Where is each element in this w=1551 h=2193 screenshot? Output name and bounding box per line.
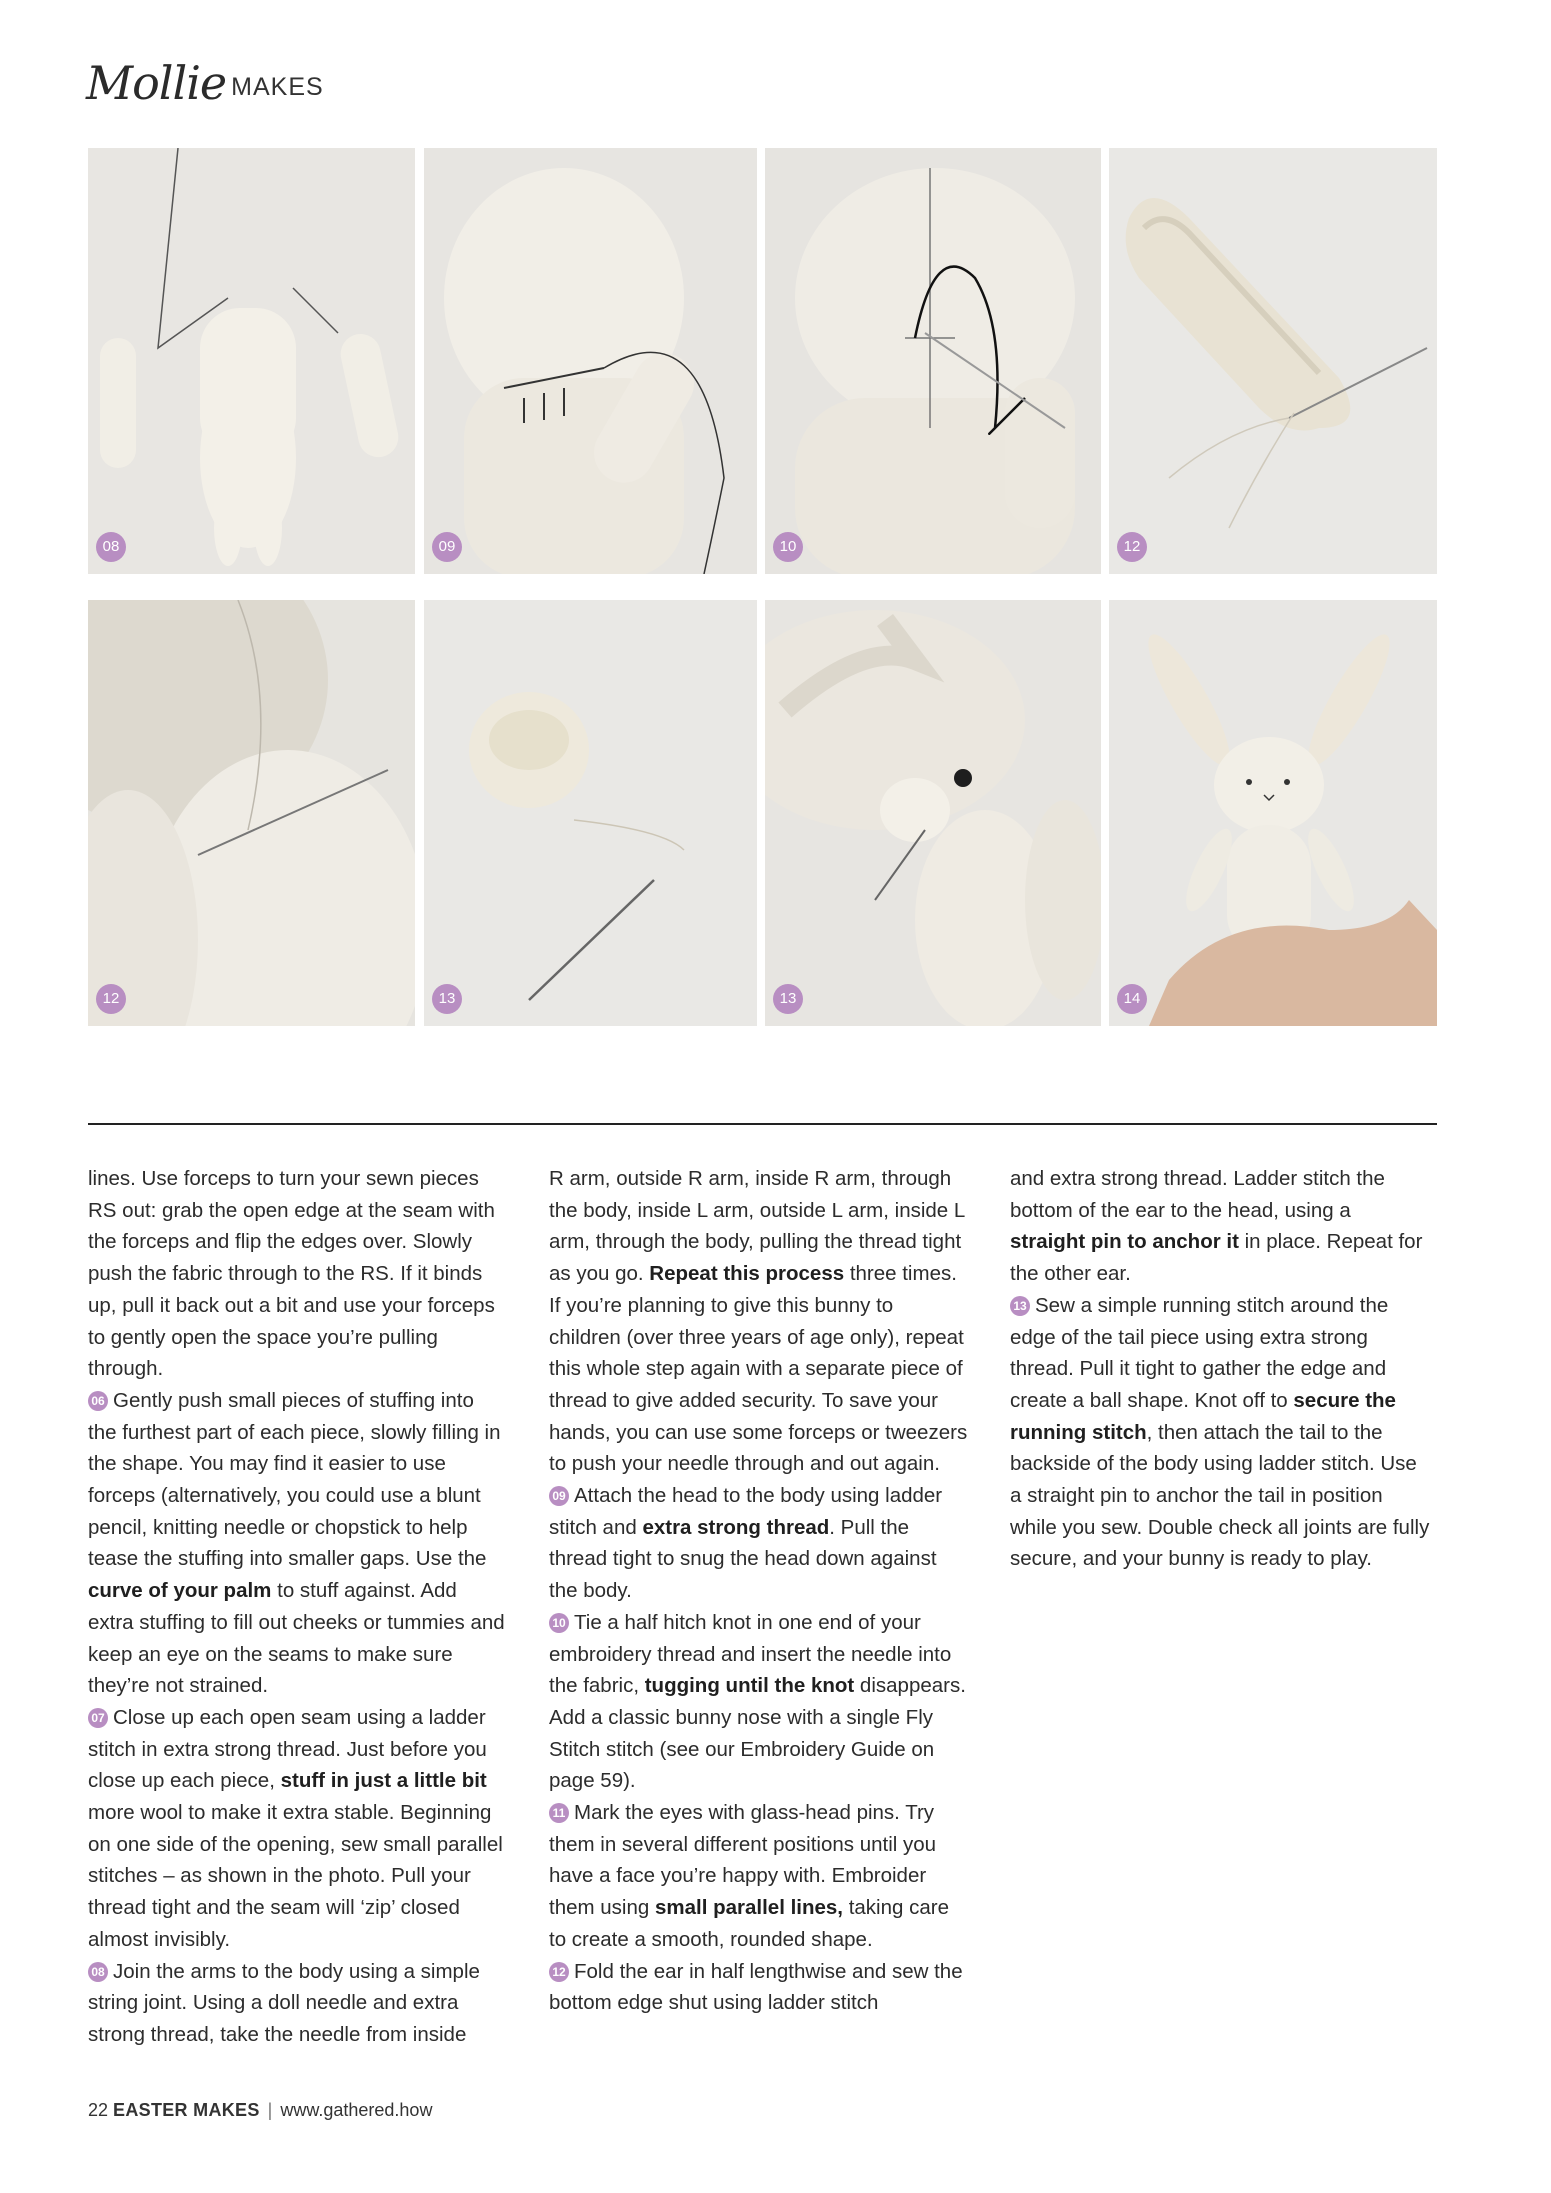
photo-tail-attach-image: [765, 600, 1101, 1026]
paragraph-step-12: 12 Fold the ear in half lengthwise and sew the bottom edge shut using ladder stitch: [549, 1959, 963, 2015]
step-badge: 09: [432, 532, 462, 562]
paragraph-step-06: 06 Gently push small pieces of stuffing into the furthest part of each piece, slowly filling in the shape. You may find it easier to use forceps (alternatively, you could use a blunt pencil, knitting needle or chopstick to help tease the stuffing into smaller gaps. Use the curve of your palm to stuff against. Add extra stuffing to fill out cheeks or tummies and keep an eye on the seams to make sure they’re not strained.: [88, 1388, 505, 1698]
photo-nose-embroidery-image: [765, 148, 1101, 574]
paragraph-step-10: 10 Tie a half hitch knot in one end of your embroidery thread and insert the needle into the fabric, tugging until the knot disappears. Add a classic bunny nose with a single Fly Stitch stitch (see our Embroidery Guide on page 59).: [549, 1610, 966, 1793]
photo-head-attach-image: [424, 148, 757, 574]
footer-separator: |: [267, 2100, 273, 2120]
step-badge: 13: [773, 984, 803, 1014]
paragraph-step-08-cont: R arm, outside R arm, inside R arm, through the body, inside L arm, outside L arm, inside L arm, through the body, pulling the thread tight as you go. Repeat this process three times. If you’re planning to give this bunny to children (over three years of age only), repeat this whole step again with a separate piece of thread to give added security. To save your hands, you can use some forceps or tweezers to push your needle through and out again.: [549, 1167, 968, 1476]
page-footer: [88, 2100, 432, 2121]
photo-ear-attach-image: [88, 600, 415, 1026]
masthead-logo: [86, 56, 324, 110]
step-number-09: 09: [549, 1486, 569, 1506]
step-number-06: 06: [88, 1391, 108, 1411]
paragraph-step-13: 13 Sew a simple running stitch around the edge of the tail piece using extra strong thread. Pull it tight to gather the edge and create a ball shape. Knot off to secure the running stitch, then attach the tail to the backside of the body using ladder stitch. Use a straight pin to anchor the tail in position while you sew. Double check all joints are fully secure, and your bunny is ready to play.: [1010, 1293, 1430, 1571]
photo-step-14-finished: [1109, 600, 1437, 1026]
footer-url: www.gathered.how: [280, 2100, 433, 2120]
step-number-11: 11: [549, 1803, 569, 1823]
step-badge: 12: [1117, 532, 1147, 562]
photo-step-13-attach: [765, 600, 1101, 1026]
photo-step-12-ear: [1109, 148, 1437, 574]
step-number-08: 08: [88, 1962, 108, 1982]
step-number-10: 10: [549, 1613, 569, 1633]
photo-ear-fold-image: [1109, 148, 1437, 574]
photo-step-08: [88, 148, 415, 574]
paragraph-step-08: 08 Join the arms to the body using a simple string joint. Using a doll needle and extra strong thread, take the needle from inside: [88, 1959, 480, 2046]
step-number-12: 12: [549, 1962, 569, 1982]
logo-script: Mollie: [86, 56, 227, 110]
paragraph-step-11: 11 Mark the eyes with glass-head pins. Try them in several different positions until you have a face you’re happy with. Embroider them using small parallel lines, taking care to create a smooth, rounded shape.: [549, 1801, 949, 1951]
step-badge: 08: [96, 532, 126, 562]
photo-step-10: [765, 148, 1101, 574]
step-badge: 10: [773, 532, 803, 562]
photo-step-12-attach: [88, 600, 415, 1026]
paragraph-step-07: 07 Close up each open seam using a ladder stitch in extra strong thread. Just before you close up each piece, stuff in just a little bit more wool to make it extra stable. Beginning on one side of the opening, sew small parallel stitches – as shown in the photo. Pull your thread tight and the seam will ‘zip’ closed almost invisibly.: [88, 1705, 503, 1951]
step-badge: 13: [432, 984, 462, 1014]
paragraph-step-12-cont: and extra strong thread. Ladder stitch the bottom of the ear to the head, using a straight pin to anchor it in place. Repeat for the other ear.: [1010, 1167, 1423, 1286]
photo-step-13-tail: [424, 600, 757, 1026]
photo-arms-body-image: [88, 148, 415, 574]
logo-word: MAKES: [231, 73, 324, 101]
photo-tail-ball-image: [424, 600, 757, 1026]
text-column-3: [1010, 1163, 1430, 1575]
text-column-2: [549, 1163, 969, 2019]
photo-finished-bunny-image: [1109, 600, 1437, 1026]
step-number-07: 07: [88, 1708, 108, 1728]
step-number-13: 13: [1010, 1296, 1030, 1316]
section-divider: [88, 1123, 1437, 1125]
step-badge: 12: [96, 984, 126, 1014]
text-column-1: [88, 1163, 508, 2051]
photo-step-09: [424, 148, 757, 574]
page-number: 22: [88, 2100, 109, 2120]
step-badge: 14: [1117, 984, 1147, 1014]
section-name: EASTER MAKES: [113, 2100, 260, 2120]
paragraph-intro: lines. Use forceps to turn your sewn pieces RS out: grab the open edge at the seam with the forceps and flip the edges over. Slowly push the fabric through to the RS. If it binds up, pull it back out a bit and use your forceps to gently open the space you’re pulling through.: [88, 1167, 495, 1381]
paragraph-step-09: 09 Attach the head to the body using ladder stitch and extra strong thread. Pull the thread tight to snug the head down against the body.: [549, 1484, 943, 1603]
